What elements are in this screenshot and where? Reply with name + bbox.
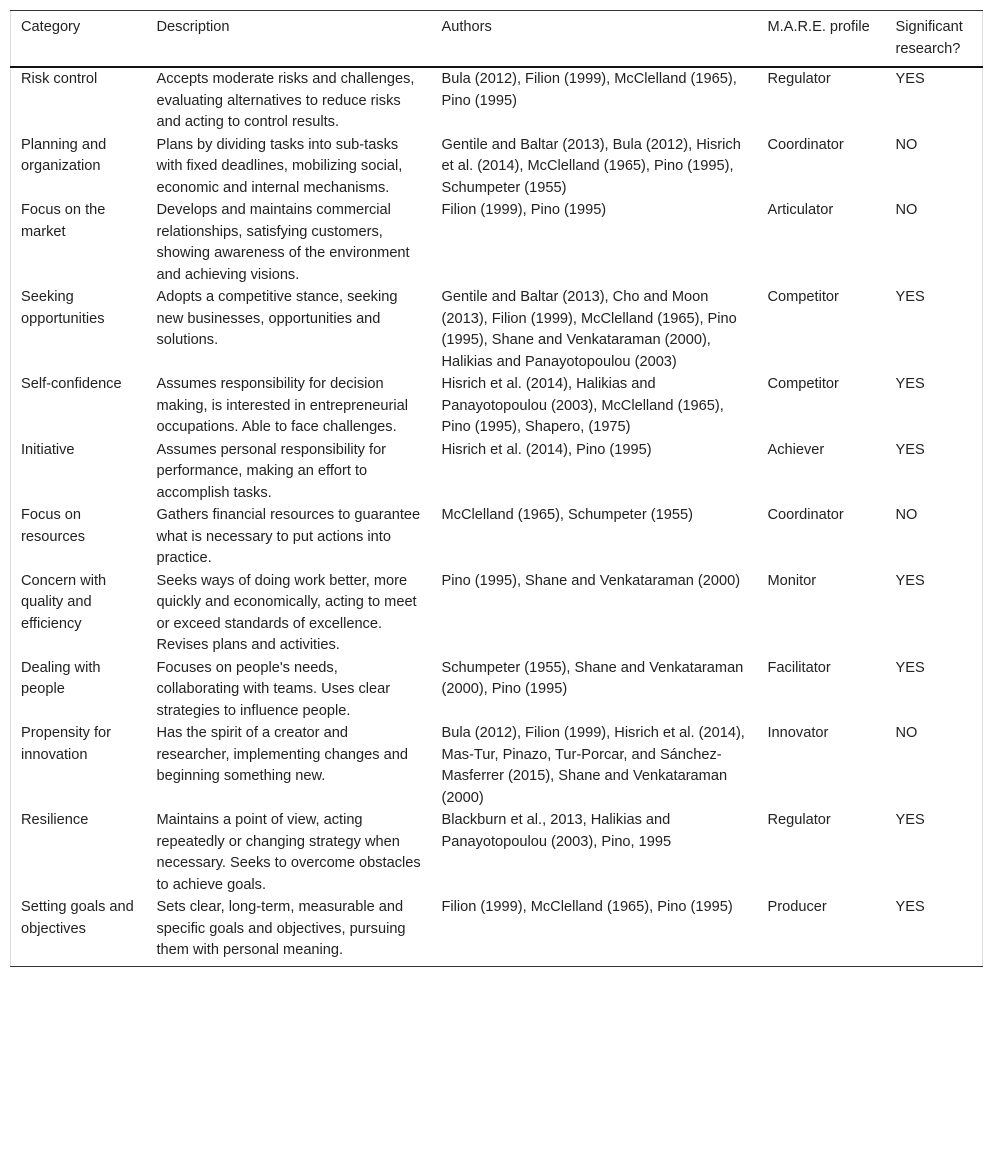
description-cell: Assumes responsibility for decision making, is interested in entrepreneurial occupations. Able to face challenges.: [156, 376, 408, 435]
mare-profile-cell: Producer: [767, 899, 827, 915]
header-authors: Authors: [441, 19, 492, 35]
table-row: [11, 722, 983, 809]
mare-profile-cell: Coordinator: [767, 507, 844, 523]
authors-cell: Schumpeter (1955), Shane and Venkataraman (2000), Pino (1995): [441, 659, 744, 697]
mare-profile-cell: Achiever: [767, 441, 825, 458]
significant-cell: YES: [895, 659, 925, 676]
description-cell: Sets clear, long-term, measurable and specific goals and objectives, pursuing them with personal meaning.: [156, 899, 406, 958]
table-row: [11, 373, 983, 439]
table-body: [11, 67, 983, 966]
table-row: [11, 134, 983, 200]
header-mare-profile: M.A.R.E. profile: [767, 19, 870, 35]
table-row: [11, 286, 983, 373]
mare-profile-cell: Articulator: [767, 202, 834, 218]
category-cell: Concern with quality and efficiency: [21, 572, 107, 632]
significant-cell: NO: [895, 202, 918, 218]
table-header: [11, 11, 983, 68]
description-cell: Plans by dividing tasks into sub-tasks with fixed deadlines, mobilizing social, economic and internal mechanisms.: [156, 136, 403, 196]
significant-cell: YES: [895, 71, 925, 87]
authors-cell: Filion (1999), McClelland (1965), Pino (1995): [441, 899, 733, 915]
significant-cell: NO: [895, 507, 918, 523]
authors-cell: Bula (2012), Filion (1999), McClelland (1965), Pino (1995): [441, 71, 737, 109]
significant-cell: NO: [895, 136, 918, 153]
category-cell: Risk control: [21, 71, 98, 87]
header-row: [11, 11, 983, 68]
significant-cell: YES: [895, 812, 925, 828]
table-row: [11, 504, 983, 570]
mare-profile-cell: Coordinator: [767, 136, 844, 153]
mare-profile-cell: Competitor: [767, 376, 839, 392]
authors-cell: Pino (1995), Shane and Venkataraman (2000): [441, 572, 741, 589]
category-cell: Resilience: [21, 812, 89, 828]
significant-cell: NO: [895, 725, 918, 741]
authors-cell: Gentile and Baltar (2013), Cho and Moon (2013), Filion (1999), McClelland (1965), Pino (1995), Shane and Venkataraman (2000), Halikias and Panayotopoulou (2003): [441, 289, 737, 370]
description-cell: Assumes personal responsibility for performance, making an effort to accomplish tasks.: [156, 441, 387, 501]
authors-cell: Blackburn et al., 2013, Halikias and Panayotopoulou (2003), Pino, 1995: [441, 812, 672, 850]
mare-profile-cell: Facilitator: [767, 659, 831, 676]
header-description: Description: [156, 19, 230, 35]
table-row: [11, 199, 983, 286]
table-row: [11, 570, 983, 657]
category-cell: Initiative: [21, 441, 75, 458]
significant-cell: YES: [895, 376, 925, 392]
description-cell: Maintains a point of view, acting repeatedly or changing strategy when necessary. Seeks to overcome obstacles to achieve goals.: [156, 812, 421, 893]
mare-profile-cell: Innovator: [767, 725, 829, 741]
table-row: [11, 896, 983, 966]
table-row: [11, 67, 983, 134]
category-cell: Propensity for innovation: [21, 725, 112, 763]
table-row: [11, 657, 983, 723]
mare-profile-cell: Regulator: [767, 812, 831, 828]
competencies-table: [10, 10, 983, 967]
description-cell: Has the spirit of a creator and researcher, implementing changes and beginning something new.: [156, 725, 408, 784]
description-cell: Focuses on people's needs, collaborating with teams. Uses clear strategies to influence people.: [156, 659, 391, 719]
authors-cell: Gentile and Baltar (2013), Bula (2012), Hisrich et al. (2014), McClelland (1965), Pino (1995), Schumpeter (1955): [441, 136, 741, 196]
authors-cell: Hisrich et al. (2014), Pino (1995): [441, 441, 652, 458]
mare-profile-cell: Regulator: [767, 71, 831, 87]
authors-cell: Hisrich et al. (2014), Halikias and Panayotopoulou (2003), McClelland (1965), Pino (1995), Shapero, (1975): [441, 376, 724, 435]
header-category: Category: [21, 19, 81, 35]
mare-profile-cell: Monitor: [767, 572, 817, 589]
category-cell: Focus on resources: [21, 507, 86, 545]
description-cell: Accepts moderate risks and challenges, evaluating alternatives to reduce risks and acting to control results.: [156, 71, 415, 130]
description-cell: Develops and maintains commercial relationships, satisfying customers, showing awareness of the environment and achieving visions.: [156, 202, 410, 283]
category-cell: Planning and organization: [21, 136, 107, 174]
significant-cell: YES: [895, 572, 925, 589]
table-row: [11, 809, 983, 896]
category-cell: Self-confidence: [21, 376, 122, 392]
category-cell: Focus on the market: [21, 202, 106, 240]
category-cell: Setting goals and objectives: [21, 899, 134, 937]
description-cell: Seeks ways of doing work better, more quickly and economically, acting to meet or exceed standards of excellence. Revises plans and activities.: [156, 572, 417, 653]
authors-cell: Filion (1999), Pino (1995): [441, 202, 607, 218]
table-row: [11, 439, 983, 505]
authors-cell: McClelland (1965), Schumpeter (1955): [441, 507, 693, 523]
description-cell: Gathers financial resources to guarantee what is necessary to put actions into practice.: [156, 507, 421, 566]
significant-cell: YES: [895, 441, 925, 458]
significant-cell: YES: [895, 899, 925, 915]
description-cell: Adopts a competitive stance, seeking new businesses, opportunities and solutions.: [156, 289, 398, 348]
mare-profile-cell: Competitor: [767, 289, 839, 305]
authors-cell: Bula (2012), Filion (1999), Hisrich et al. (2014), Mas-Tur, Pinazo, Tur-Porcar, and Sánchez-Masferrer (2015), Shane and Venkataraman (2000): [441, 725, 745, 806]
category-cell: Dealing with people: [21, 659, 101, 697]
category-cell: Seeking opportunities: [21, 289, 105, 327]
header-significant-research: Significant research?: [895, 19, 963, 57]
significant-cell: YES: [895, 289, 925, 305]
